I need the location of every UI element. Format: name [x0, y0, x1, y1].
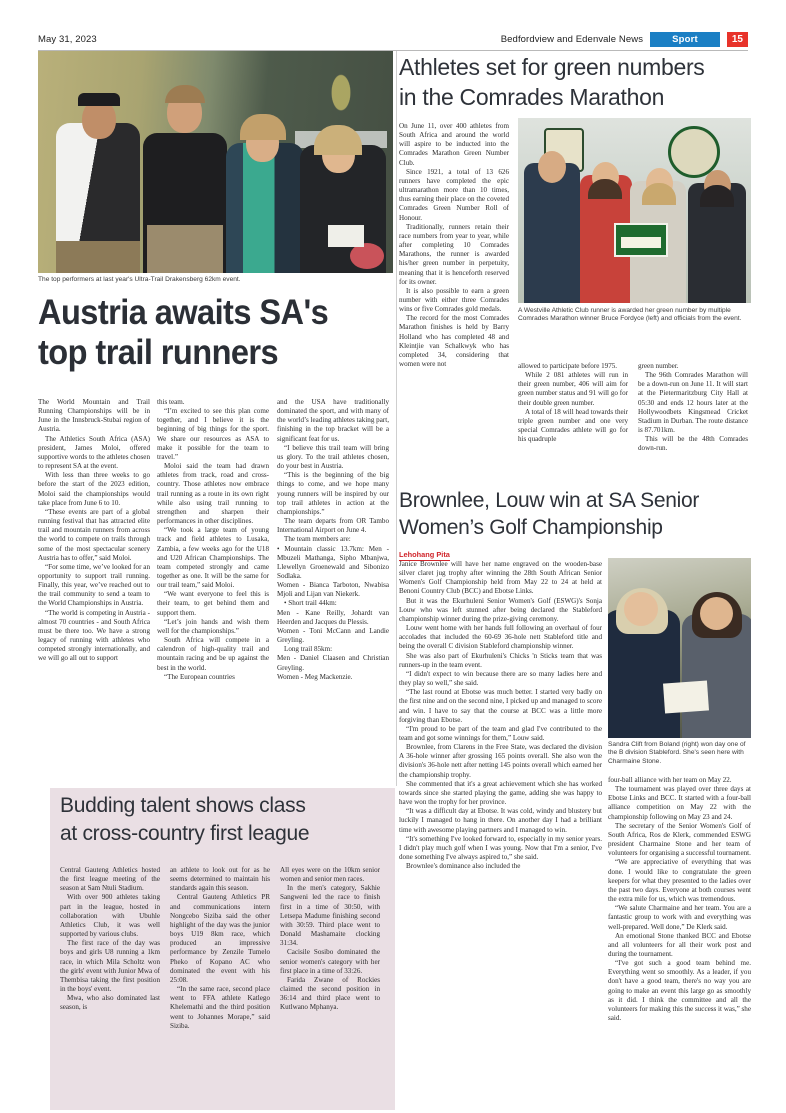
golf-headline-line1: Brownlee, Louw win at SA Senior — [399, 489, 700, 512]
trail-photo-caption: The top performers at last year's Ultra-Trail Drakensberg 62km event. — [38, 276, 241, 283]
section-badge: Sport — [650, 32, 720, 47]
publication-title: Bedfordview and Edenvale News — [500, 33, 644, 45]
xc-column-1: Central Gauteng Athletics hosted the first league meeting of the season at Sam Ntuli Stadium. With over 900 athletes taking part in the league, hosted in collaboration with Ubuhle Athletics Club, it was well supported by various clubs. The first race of the day was boys and girls U8 running a 1km race, in which Mila Scholtz won the girls' event with Junior Mwa of Thembisa taking the first position in the boys' event. Mwa, who also dominated last season, is — [60, 866, 160, 1012]
golf-photo-caption: Sandra Clift from Boland (right) won day one of the B division Stableford. She's seen here with Charmaine Stone. — [608, 741, 746, 765]
comrades-award-photo — [518, 118, 751, 303]
golf-winners-photo — [608, 558, 751, 738]
austria-headline-line1: Austria awaits SA's — [38, 293, 329, 332]
comrades-photo-caption: A Westville Athletic Club runner is awarded her green number by multiple Comrades Marathon winner Bruce Fordyce (left) and officials from the event. — [518, 307, 742, 323]
xc-headline-line2: at cross-country first league — [60, 822, 310, 845]
page-number-badge: 15 — [727, 32, 748, 47]
trail-column-2: this team. “I’m excited to see this plan come together, and I believe it is the beginning of big things for the sport. We share our resources as ASA to make it possible for the team to travel.” Moloi said the team had drawn athletes from track, road and cross-country. Those athletes now embrace trail running as a route in its own right while also using trail running to strengthen and sharpen their performances in other disciplines. “We took a large team of young track and field athletes to Lusaka, Zambia, a few weeks ago for the U18 and U20 African Championships. The team competed strongly and came together as one. It will be the same for our trail team,” said Moloi. “We want everyone to feel this is their team, to get behind them and support them. “Let’s join hands and wish them well for the championships.” South Africa will compete in a calendron of high-quality trail and mountain racing and be up against the best in the world. “The European countries — [157, 398, 269, 681]
trail-runners-photo — [38, 51, 393, 273]
comrades-column-1: On June 11, over 400 athletes from South Africa and around the world will aspire to be inducted into the Comrades Marathon Green Number Club. Since 1921, a total of 13 626 runners have completed the epic ultramarathon more than 10 times, thus earning their place on the coveted Comrades Green Number Roll of Honour. Traditionally, runners retain their race numbers from year to year, while after completing 10 Comrades Marathons, the runner is awarded his/her green number in perpetuity, meaning that it is henceforth reserved for its owner. It is also possible to earn a green number with either three Comrades wins or five Comrades gold medals. The record for the most Comrades Marathon finishes is held by Barry Holland who has completed 48 and Kleintjie van Schalkwyk who has completed 34, considering that women were not — [399, 122, 509, 369]
issue-date: May 31, 2023 — [38, 33, 97, 45]
xc-headline-line1: Budding talent shows class — [60, 794, 306, 817]
comrades-column-3: green number. The 96th Comrades Marathon will be a down-run on June 11. It will start at the Pietermaritzburg City Hall at 05:30 and ends 12 hours later at the Hollywoodbets Kingsmead Cricket Stadium in Durban. The route distance is 87.701km. This will be the 48th Comrades down-run. — [638, 362, 748, 453]
xc-column-3: All eyes were on the 10km senior women and senior men races. In the men's category, Sakhie Sangweni led the race to finish first in a time of 30:50, with Letsepa Madume finishing second with 30:59. Third place went to Donald Mashamaite clocking 31:34. Cacisile Sosibo dominated the senior women's category with her first place in a time of 33:26. Farida Zwane of Rockies claimed the second position in 36:14 and third place went to Kutlwano Mphanya. — [280, 866, 380, 1012]
golf-headline-line2: Women’s Golf Championship — [399, 516, 663, 539]
comrades-headline — [399, 52, 751, 112]
masthead — [38, 28, 748, 50]
comrades-headline-line2: in the Comrades Marathon — [399, 84, 665, 110]
golf-headline — [399, 487, 751, 541]
golf-column-2: four-ball alliance with her team on May 22. The tournament was played over three days at Ebotse Links and BCC. It started with a four-ball alliance competition on May 22 with the championship following on May 23 and 24. The secretary of the Senior Women's Golf of South Africa, Ros de Klerk, commended ESWG president Charmaine Stone and her team of volunteers for organising a successful tournament. “We are appreciative of everything that was done. I would like to congratulate the green keepers for what they presented to the ladies over the past two days. Everyone at both courses went the extra mile for us, which was tremendous. “We salute Charmaine and her team. You are a fantastic group to work with and everything was well-prepared. Well done,” De Klerk said. An emotional Stone thanked BCC and Ebotse and all volunteers for all their work post and during the tournament. “I've got such a good team behind me. Everything went so smoothly. As a leader, if you don't have a good team, there's no way you are going to make an event this large go as smoothly as it did. I think the committee and all the volunteers for making this the success it was,” she said. — [608, 776, 751, 1023]
golf-byline: Lehohang Pita — [399, 550, 450, 559]
trail-column-1: The World Mountain and Trail Running Championships will be in June in the Innsbruck-Stubai region of Austria. The Athletics South Africa (ASA) president, James Moloi, offered supportive words to the athletes chosen to represent SA at the event. With less than three weeks to go before the start of the 2023 edition, Moloi said the championships would take place from June 6 to 10. “These events are part of a global running festival that has attracted elite trail and mountain runners from across the world to compete on trails through some of the most spectacular scenery Austria has to offer,” said Moloi. “For some time, we’ve looked for an opportunity to support trail running. Finally, this year, we’ve reached out to the trail community to send a team to the World Championships in Austria. “The world is competing in Austria - almost 70 countries - and South Africa must be there too. We have a strong legacy of running with athletes who competed strongly internationally, and we will go all out to support — [38, 398, 150, 663]
column-divider — [396, 51, 397, 786]
trail-column-3: and the USA have traditionally dominated the sport, and with many of the world’s leading athletes taking part, finishing in the top bracket will be a significant feat for us. “I believe this trail team will bring us glory. To the trail athletes chosen, do your best in Austria. “This is the beginning of the big things to come, and we hope many young runners will be inspired by our top trail athletes in action at the championships.” The team departs from OR Tambo International Airport on June 4. The team members are: • Mountain classic 13.7km: Men - Mbuzeli Mathanga, Sipho Mbanjwa, Llewellyn Groenewald and Sibonizo Sodlaka. Women - Bianca Tarboton, Nwabisa Mjoli and Lijan van Niekerk. • Short trail 44km: Men - Kane Reilly, Johardt van Heerden and Jacques du Plessis. Women - Toni McCann and Landie Greyling. Long trail 85km: Men - Daniel Claasen and Christian Greyling. Women - Meg Mackenzie. — [277, 398, 389, 681]
austria-headline-line2: top trail runners — [38, 333, 279, 372]
comrades-headline-line1: Athletes set for green numbers — [399, 54, 705, 80]
austria-headline — [38, 293, 398, 373]
xc-column-2: an athlete to look out for as he seems determined to maintain his standards again this season. Central Gauteng Athletics PR and communications intern Nongcebo Siziba said the other highlight of the day was the junior boys U19 8km race, which produced an impressive performance by Zenzile Tumelo Pheko of Kopano AC who dominated the event with his 25:08. “In the same race, second place went to FFA athlete Katlego Khelemathi and the third position went to Johannes Morape,” said Siziba. — [170, 866, 270, 1030]
masthead-right — [501, 32, 748, 47]
xc-headline — [60, 792, 390, 848]
golf-column-1: Janice Brownlee will have her name engraved on the wooden-base silver claret jug trophy after winning the 28th South African Senior Women's Golf Championship held from May 22 to 24 at held at Benoni Country Club (BCC) and Ebotse Links. But it was the Ekurhuleni Senior Women's Golf (ESWG)'s Sonja Louw who was left stunned after being declared the Stableford championship winner during the prize-giving ceremony. Louw went home with her hands full following an overhaul of four accolades that included the 60-69 36-hole nett Stableford title and being the overall C division Stableford championship winner. She was also part of Ekurhuleni's Chicks 'n Sticks team that was runners-up in the team event. “I didn't expect to win because there are so many ladies here and they play so well,” she said. “The last round at Ebotse was much better. I started very badly on the first nine and on the second nine, I picked up and managed to score and win. I have to say that the course at BCC was a little more forgiving than Ebotse. “I'm proud to be part of the team and glad I've contributed to the team and got some winnings for them,” Louw said. Brownlee, from Clarens in the Free State, was declared the division A 36-hole winner after grossing 165 points overall. She also won the division's 36-hole nett after netting 145 points overall which earned her the championship trophy. She commented that it's a great achievement which she has worked towards since she started playing the game, adding she was happy to have won the trophy for her province. “It was a difficult day at Ebotse. It was cold, windy and blustery but luckily I managed to hang in there. On another day I had a brilliant time with awesome playing partners and I managed to win. “It's something I've looked forward to, especially in my senior years. I didn't play much golf when I was young. Now that I'm a senior, I've done something I've always aspired to,” she said. Brownlee's dominance also included the — [399, 560, 602, 871]
comrades-column-2: allowed to participate before 1975. While 2 081 athletes will run in their green number, 406 will aim for green number status and 91 will go for their double green number. A total of 18 will head towards their triple green number and one very special Comrades athlete will go for his quadruple — [518, 362, 628, 444]
